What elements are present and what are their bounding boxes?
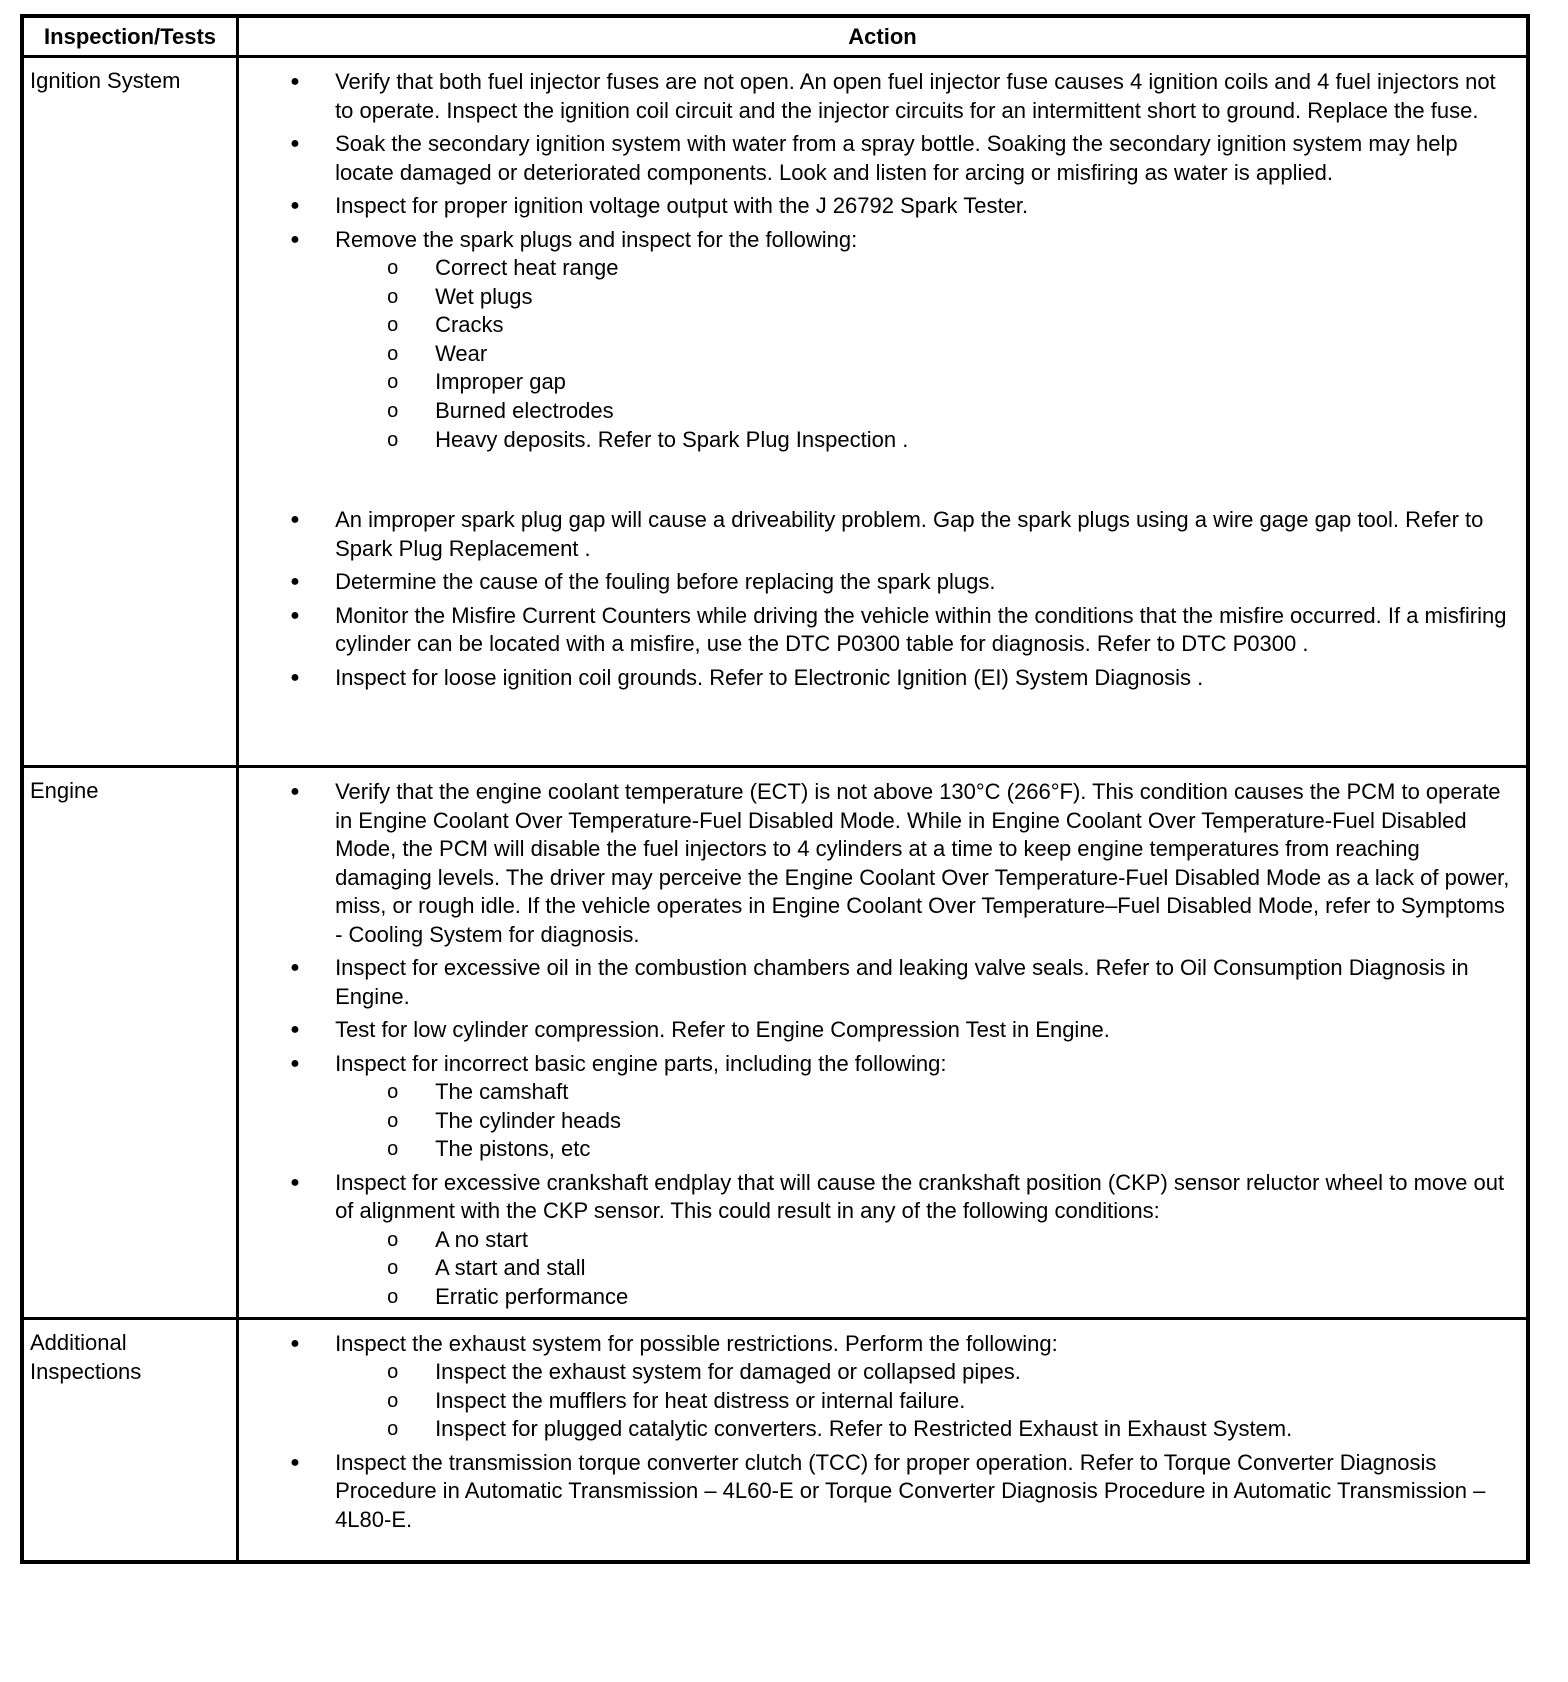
action-text: Test for low cylinder compression. Refer to Engine Compression Test in Engine. <box>335 1017 1110 1042</box>
circle-bullet-icon: o <box>387 1109 399 1132</box>
inspection-cell: Additional Inspections <box>22 1318 238 1562</box>
sub-item-text: A start and stall <box>435 1255 586 1281</box>
bullet-icon: ● <box>290 73 300 90</box>
bullet-icon: ● <box>290 1453 300 1471</box>
circle-bullet-icon: o <box>387 428 399 451</box>
action-cell <box>238 1318 1528 1562</box>
sub-item <box>335 368 1516 397</box>
bullet-icon: ● <box>290 573 300 591</box>
circle-bullet-icon: o <box>387 1389 399 1412</box>
bullet-icon: ● <box>290 959 300 976</box>
table-row <box>22 57 1528 767</box>
inspection-cell: Ignition System <box>22 57 238 767</box>
bullet-icon: ● <box>290 1334 300 1352</box>
sub-item <box>335 1135 1516 1164</box>
sub-item-text: Erratic performance <box>435 1283 629 1309</box>
sub-item-text: Improper gap <box>435 369 566 395</box>
inspection-table <box>20 14 1530 1564</box>
header-action: Action <box>238 16 1528 57</box>
sub-list <box>335 1078 1516 1164</box>
table-row <box>22 1318 1528 1562</box>
sub-item <box>335 283 1516 312</box>
circle-bullet-icon: o <box>387 371 399 394</box>
action-text: Inspect for excessive oil in the combustion chambers and leaking valve seals. Refer to Oil Consumption Diagnosis in Engine. <box>335 955 1469 1009</box>
bullet-icon: ● <box>290 511 300 529</box>
action-item <box>239 226 1516 455</box>
action-text: Soak the secondary ignition system with water from a spray bottle. Soaking the secondary ignition system may help locate damaged or deteriorated components. Look and listen for arcing or misfiring as water is applied. <box>335 131 1458 185</box>
sub-item-text: The cylinder heads <box>435 1107 621 1133</box>
action-item <box>239 192 1516 221</box>
action-item <box>239 68 1516 125</box>
sub-item <box>335 1226 1516 1255</box>
sub-item <box>335 1078 1516 1107</box>
circle-bullet-icon: o <box>387 285 399 308</box>
action-text: Inspect for loose ignition coil grounds. Refer to Electronic Ignition (EI) System Diagnosis . <box>335 664 1204 690</box>
action-text: Monitor the Misfire Current Counters while driving the vehicle within the conditions that the misfire occurred. If a misfiring cylinder can be located with a misfire, use the DTC P0300 table for diagnosis. Refer to DTC P0300 . <box>335 602 1507 657</box>
bullet-icon: ● <box>290 197 300 214</box>
circle-bullet-icon: o <box>387 1138 399 1161</box>
action-list <box>239 1330 1516 1535</box>
sub-item-text: Inspect the mufflers for heat distress or internal failure. <box>435 1387 966 1413</box>
action-item <box>239 1050 1516 1164</box>
action-item <box>239 130 1516 187</box>
circle-bullet-icon: o <box>387 1228 399 1251</box>
circle-bullet-icon: o <box>387 399 399 422</box>
sub-item <box>335 1107 1516 1136</box>
sub-item-text: Inspect the exhaust system for damaged or collapsed pipes. <box>435 1359 1021 1385</box>
circle-bullet-icon: o <box>387 257 399 279</box>
bullet-icon: ● <box>290 135 300 152</box>
action-cell <box>238 57 1528 767</box>
bullet-icon: ● <box>290 783 300 800</box>
action-item <box>239 954 1516 1011</box>
header-row <box>22 16 1528 57</box>
circle-bullet-icon: o <box>387 1418 399 1441</box>
action-item <box>239 1169 1516 1312</box>
action-cell <box>238 767 1528 1319</box>
sub-list <box>335 1358 1516 1444</box>
table-row <box>22 767 1528 1319</box>
action-list <box>239 68 1516 692</box>
sub-item <box>335 397 1516 426</box>
inspection-cell: Engine <box>22 767 238 1319</box>
sub-list <box>335 254 1516 454</box>
sub-item-text: A no start <box>435 1226 529 1252</box>
action-text: Inspect the exhaust system for possible restrictions. Perform the following: <box>335 1330 1058 1356</box>
header-inspection-tests: Inspection/Tests <box>22 16 238 57</box>
sub-item <box>335 254 1516 283</box>
action-text: Determine the cause of the fouling before replacing the spark plugs. <box>335 569 996 595</box>
circle-bullet-icon: o <box>387 342 399 365</box>
action-item <box>239 1016 1516 1045</box>
sub-item-text: The camshaft <box>435 1079 569 1104</box>
sub-item <box>335 1283 1516 1312</box>
action-text: Verify that both fuel injector fuses are not open. An open fuel injector fuse causes 4 ignition coils and 4 fuel injectors not to operate. Inspect the ignition coil circuit and the injector circuits for an intermittent short to ground. Replace the fuse. <box>335 69 1496 123</box>
action-text: Verify that the engine coolant temperature (ECT) is not above 130°C (266°F). This condition causes the PCM to operate in Engine Coolant Over Temperature-Fuel Disabled Mode. While in Engine Coolant Over Temperature-Fuel Disabled Mode, the PCM will disable the fuel injectors to 4 cylinders at a time to keep engine temperatures from reaching damaging levels. The driver may perceive the Engine Coolant Over Temperature-Fuel Disabled Mode as a lack of power, miss, or rough idle. If the vehicle operates in Engine Coolant Over Temperature–Fuel Disabled Mode, refer to Symptoms - Cooling System for diagnosis. <box>335 779 1510 947</box>
circle-bullet-icon: o <box>387 1361 399 1384</box>
action-item <box>239 664 1516 693</box>
bullet-icon: ● <box>290 1054 300 1072</box>
action-text: Inspect for proper ignition voltage output with the J 26792 Spark Tester. <box>335 193 1029 218</box>
sub-item-text: Burned electrodes <box>435 397 614 423</box>
action-item <box>239 1449 1516 1535</box>
sub-item-text: Correct heat range <box>435 255 619 280</box>
action-item <box>239 602 1516 659</box>
action-text: Inspect for excessive crankshaft endplay that will cause the crankshaft position (CKP) sensor reluctor wheel to move out of alignment with the CKP sensor. This could result in any of the following conditions: <box>335 1169 1505 1224</box>
action-list <box>239 778 1516 1312</box>
action-text: Inspect the transmission torque converter clutch (TCC) for proper operation. Refer to Torque Converter Diagnosis Procedure in Automatic Transmission – 4L60-E or Torque Converter Diagnosis Procedure in Automatic Transmission – 4L80-E. <box>335 1449 1486 1532</box>
action-text: Remove the spark plugs and inspect for the following: <box>335 226 858 252</box>
action-item <box>239 778 1516 949</box>
bullet-icon: ● <box>290 668 300 686</box>
sub-list <box>335 1226 1516 1312</box>
action-text: Inspect for incorrect basic engine parts, including the following: <box>335 1050 947 1076</box>
sub-item <box>335 340 1516 369</box>
circle-bullet-icon: o <box>387 1081 399 1103</box>
circle-bullet-icon: o <box>387 314 399 337</box>
sub-item-text: Wear <box>435 340 488 366</box>
sub-item <box>335 1387 1516 1416</box>
sub-item <box>335 1358 1516 1387</box>
sub-item-text: Cracks <box>435 312 504 338</box>
sub-item-text: Inspect for plugged catalytic converters. Refer to Restricted Exhaust in Exhaust System. <box>435 1416 1293 1442</box>
action-text: An improper spark plug gap will cause a driveability problem. Gap the spark plugs using a wire gage gap tool. Refer to Spark Plug Replacement . <box>335 507 1484 561</box>
sub-item <box>335 1415 1516 1444</box>
table-body <box>22 57 1528 1563</box>
bullet-icon: ● <box>290 1021 300 1038</box>
circle-bullet-icon: o <box>387 1285 399 1308</box>
sub-item <box>335 426 1516 455</box>
sub-item-text: Heavy deposits. Refer to Spark Plug Inspection . <box>435 426 909 452</box>
circle-bullet-icon: o <box>387 1257 399 1280</box>
sub-item <box>335 311 1516 340</box>
sub-item-text: The pistons, etc <box>435 1136 591 1162</box>
sub-item <box>335 1254 1516 1283</box>
action-item <box>239 506 1516 563</box>
action-item <box>239 1330 1516 1444</box>
bullet-icon: ● <box>290 1173 300 1191</box>
bullet-icon: ● <box>290 230 300 248</box>
action-item <box>239 568 1516 597</box>
bullet-icon: ● <box>290 606 300 624</box>
sub-item-text: Wet plugs <box>435 283 533 309</box>
